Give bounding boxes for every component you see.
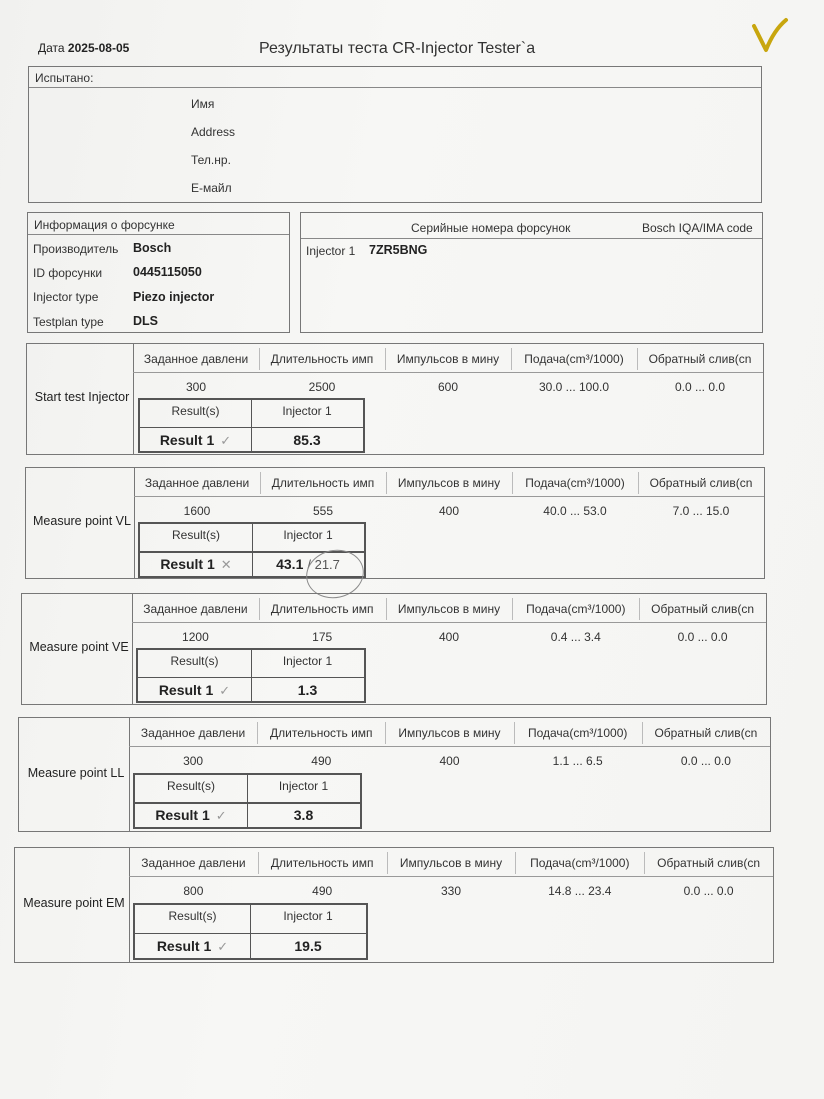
column-value: 1.1 ... 6.5 <box>552 754 603 768</box>
result-value-cell <box>251 432 363 448</box>
column-header: Длительность имп <box>270 726 373 740</box>
column-value: 0.0 ... 0.0 <box>680 754 731 768</box>
result-table <box>136 648 366 703</box>
result-header-injector: Injector 1 <box>278 779 329 793</box>
result-value-cell <box>247 807 360 823</box>
column-value: 2500 <box>308 380 336 394</box>
column-value: 1600 <box>183 504 211 518</box>
result-table <box>133 773 362 829</box>
manufacturer-value: Bosch <box>133 241 172 255</box>
result-label: Result 1 <box>160 556 215 572</box>
column-value: 400 <box>438 504 460 518</box>
column-value: 0.4 ... 3.4 <box>550 630 601 644</box>
column-value: 330 <box>440 884 461 898</box>
column-header: Подача(cm³/1000) <box>530 856 630 870</box>
result-header-label: Result(s) <box>171 528 220 542</box>
result-value-cell <box>251 682 364 698</box>
pass-icon: ✓ <box>219 682 231 698</box>
start-test-injector-block <box>26 343 764 455</box>
column-header: Обратный слив(cn <box>648 352 752 366</box>
serials-title: Серийные номера форсунок <box>411 221 571 235</box>
result-label-cell <box>140 432 251 449</box>
column-header: Подача(cm³/1000) <box>527 726 628 740</box>
result-label: Result 1 <box>158 681 214 698</box>
result-header-label: Result(s) <box>166 779 215 793</box>
injector-type-value: Piezo injector <box>133 290 215 304</box>
column-value: 300 <box>183 754 204 768</box>
manufacturer-label: Производитель <box>33 242 119 256</box>
result-label-cell <box>135 938 250 955</box>
test-name: Start test Injector <box>34 390 130 404</box>
column-header: Заданное давлени <box>141 856 246 870</box>
result-value: 1.3 <box>297 681 318 698</box>
result-label: Result 1 <box>155 807 210 823</box>
tested-title: Испытано: <box>35 71 94 85</box>
measure-point-vl-block <box>25 467 765 579</box>
injector-info-section <box>27 212 290 333</box>
report-title: Результаты теста CR-Injector Tester`a <box>259 40 536 57</box>
column-header: Обратный слив(cn <box>649 476 753 490</box>
result-value: 19.5 <box>294 937 322 954</box>
result-table <box>133 903 368 960</box>
email-label: E-майл <box>191 181 232 195</box>
injector-info-title: Информация о форсунке <box>34 218 175 232</box>
column-header: Длительность имп <box>270 352 374 366</box>
result-header-injector: Injector 1 <box>282 404 332 418</box>
phone-label: Тел.нр. <box>191 153 231 167</box>
column-header: Длительность имп <box>270 602 374 616</box>
measure-point-ve-block <box>21 593 767 705</box>
column-value: 30.0 ... 100.0 <box>538 380 610 394</box>
testplan-type-value: DLS <box>133 314 158 328</box>
column-header: Импульсов в мину <box>398 726 501 740</box>
report-date: Дата 2025-08-05 <box>38 41 130 55</box>
column-header: Обратный слив(cn <box>654 726 758 740</box>
column-value: 14.8 ... 23.4 <box>548 884 612 898</box>
column-value: 40.0 ... 53.0 <box>543 504 607 518</box>
column-value: 0.0 ... 0.0 <box>683 884 734 898</box>
result-value: 3.8 <box>293 807 314 823</box>
column-header: Заданное давлени <box>143 602 248 616</box>
column-value: 7.0 ... 15.0 <box>672 504 730 518</box>
column-header: Подача(cm³/1000) <box>525 476 625 490</box>
result-table <box>138 398 365 453</box>
name-label: Имя <box>191 97 215 111</box>
injector-id-label: ID форсунки <box>33 266 103 280</box>
result-label-cell <box>138 682 251 699</box>
column-header: Длительность имп <box>271 476 375 490</box>
column-value: 400 <box>438 630 459 644</box>
column-value: 0.0 ... 0.0 <box>674 380 726 394</box>
address-label: Address <box>191 125 236 139</box>
column-header: Импульсов в мину <box>399 856 503 870</box>
result-header-injector: Injector 1 <box>283 528 333 542</box>
result-label: Result 1 <box>156 937 212 954</box>
injector-serial: 7ZR5BNG <box>369 243 428 257</box>
result-label-cell <box>140 556 252 573</box>
column-header: Импульсов в мину <box>396 352 500 366</box>
result-value: 43.1 <box>276 556 304 572</box>
column-value: 555 <box>312 504 334 518</box>
column-header: Импульсов в мину <box>397 602 501 616</box>
column-header: Заданное давлени <box>144 476 250 490</box>
column-value: 0.0 ... 0.0 <box>677 630 728 644</box>
column-header: Обратный слив(cn <box>657 856 760 870</box>
column-value: 490 <box>312 884 333 898</box>
column-value: 175 <box>312 630 333 644</box>
result-value: 85.3 <box>293 431 321 448</box>
result-header-label: Result(s) <box>168 909 217 923</box>
injector-id-value: 0445115050 <box>133 265 202 279</box>
testplan-type-label: Testplan type <box>33 315 104 329</box>
result-label: Result 1 <box>159 431 215 448</box>
result-header-label: Result(s) <box>171 404 220 418</box>
result-extra: / 21.7 <box>307 557 340 572</box>
measure-point-ll-block <box>18 717 771 832</box>
serials-section <box>300 212 763 333</box>
iqa-code-label: Bosch IQA/IMA code <box>642 221 753 235</box>
checkmark-icon <box>746 12 792 58</box>
injector-type-label: Injector type <box>33 290 99 304</box>
result-header-injector: Injector 1 <box>282 654 333 668</box>
pass-icon: ✓ <box>217 938 229 954</box>
result-header-injector: Injector 1 <box>283 909 333 923</box>
column-header: Длительность имп <box>270 856 374 870</box>
result-label-cell <box>135 807 247 824</box>
column-header: Обратный слив(cn <box>651 602 754 616</box>
column-header: Импульсов в мину <box>397 476 501 490</box>
test-name: Measure point EM <box>23 896 125 910</box>
test-name: Measure point VE <box>29 640 129 654</box>
column-value: 300 <box>185 380 207 394</box>
column-header: Заданное давлени <box>140 726 246 740</box>
column-header: Заданное давлени <box>143 352 249 366</box>
tested-section <box>28 66 762 203</box>
fail-icon: ✕ <box>220 557 232 572</box>
column-value: 1200 <box>182 630 209 644</box>
test-name: Measure point LL <box>27 765 125 780</box>
pass-icon: ✓ <box>220 432 232 448</box>
column-value: 400 <box>439 754 460 768</box>
result-value-cell <box>250 938 366 954</box>
injector-label: Injector 1 <box>306 244 356 258</box>
result-header-label: Result(s) <box>170 654 219 668</box>
test-name: Measure point VL <box>33 514 131 528</box>
column-header: Подача(cm³/1000) <box>524 352 624 366</box>
column-header: Подача(cm³/1000) <box>526 602 626 616</box>
measure-point-em-block <box>14 847 774 963</box>
column-value: 800 <box>183 884 204 898</box>
column-value: 600 <box>437 380 459 394</box>
result-table <box>138 522 366 578</box>
result-value-cell <box>252 556 364 572</box>
column-value: 490 <box>311 754 332 768</box>
pass-icon: ✓ <box>215 808 227 823</box>
